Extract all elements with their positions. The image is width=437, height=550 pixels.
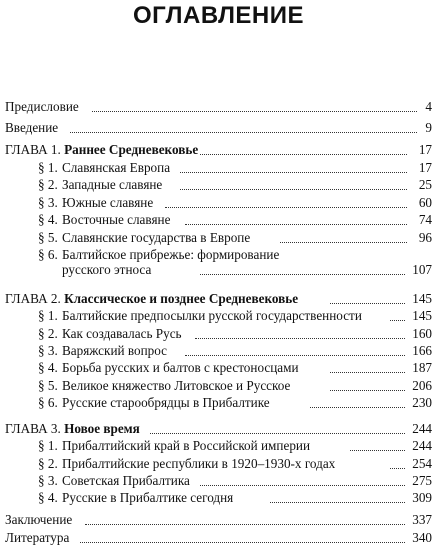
- page-number: 340: [412, 530, 432, 545]
- page-number: 17: [418, 142, 432, 157]
- chapter-title: Раннее Средневековье: [64, 142, 199, 157]
- section-number: § 4.: [38, 490, 58, 505]
- dot-leader: [185, 209, 407, 225]
- toc-section[interactable]: [0, 247, 437, 279]
- dot-leader: [165, 192, 407, 208]
- page-number: 230: [412, 395, 432, 410]
- chapter-label: ГЛАВА 1.: [5, 142, 61, 157]
- section-title: Западные славяне: [62, 177, 163, 192]
- chapter-title: Классическое и позднее Средневековье: [64, 291, 299, 306]
- section-number: § 2.: [38, 456, 58, 471]
- page-title: ОГЛАВЛЕНИЕ: [132, 2, 305, 29]
- dot-leader: [350, 435, 405, 451]
- page-number: 107: [412, 262, 432, 277]
- section-title: Как создавалась Русь: [62, 326, 182, 341]
- section-title: Великое княжество Литовское и Русское: [62, 378, 291, 393]
- section-number: § 1.: [38, 308, 58, 323]
- dot-leader: [330, 288, 405, 304]
- toc-section[interactable]: [0, 360, 437, 375]
- toc-chapter-2[interactable]: [0, 291, 437, 306]
- toc-section[interactable]: [0, 456, 437, 471]
- section-number: § 3.: [38, 195, 58, 210]
- section-title: Советская Прибалтика: [62, 473, 190, 488]
- page-number: 4: [425, 99, 432, 114]
- section-number: § 6.: [38, 247, 58, 262]
- dot-leader: [330, 357, 405, 373]
- page-number: 254: [412, 456, 432, 471]
- page-number: 244: [412, 421, 432, 436]
- page-number: 309: [412, 490, 432, 505]
- dot-leader: [270, 487, 405, 503]
- section-title: Прибалтийские республики в 1920–1930-х годах: [62, 456, 336, 471]
- dot-leader: [280, 227, 407, 243]
- page-number: 160: [412, 326, 432, 341]
- dot-leader: [200, 259, 405, 275]
- dot-leader: [200, 470, 405, 486]
- section-title: Южные славяне: [62, 195, 154, 210]
- page-number: 244: [412, 438, 432, 453]
- dot-leader: [185, 340, 405, 356]
- section-number: § 3.: [38, 473, 58, 488]
- toc-section[interactable]: [0, 343, 437, 358]
- dot-leader: [70, 117, 417, 133]
- dot-leader: [390, 305, 405, 321]
- section-title: Славянские государства в Европе: [62, 230, 251, 245]
- section-number: § 1.: [38, 438, 58, 453]
- toc-chapter-3[interactable]: [0, 421, 437, 436]
- toc-section[interactable]: [0, 326, 437, 341]
- toc-entry-conclusion[interactable]: [0, 512, 437, 527]
- entry-label: Заключение: [5, 512, 73, 527]
- dot-leader: [180, 174, 407, 190]
- toc-section[interactable]: [0, 473, 437, 488]
- toc-section[interactable]: [0, 490, 437, 505]
- dot-leader: [92, 96, 417, 112]
- section-number: § 2.: [38, 177, 58, 192]
- section-number: § 4.: [38, 212, 58, 227]
- page-number: 96: [418, 230, 432, 245]
- toc-section[interactable]: [0, 212, 437, 227]
- section-title: Восточные славяне: [62, 212, 171, 227]
- page-number: 74: [418, 212, 432, 227]
- page-number: 337: [412, 512, 432, 527]
- dot-leader: [85, 509, 405, 525]
- section-number: § 3.: [38, 343, 58, 358]
- section-title: Балтийское прибрежье: формирование: [62, 247, 280, 262]
- section-title: Славянская Европа: [62, 160, 171, 175]
- section-title: Прибалтийский край в Российской империи: [62, 438, 311, 453]
- toc-entry-preface[interactable]: [0, 99, 437, 114]
- section-number: § 6.: [38, 395, 58, 410]
- dot-leader: [195, 323, 405, 339]
- section-title: Русские старообрядцы в Прибалтике: [62, 395, 270, 410]
- toc-section[interactable]: [0, 230, 437, 245]
- page-number: 206: [412, 378, 432, 393]
- chapter-label: ГЛАВА 2.: [5, 291, 61, 306]
- dot-leader: [200, 139, 407, 155]
- toc-section[interactable]: [0, 160, 437, 175]
- page-number: 275: [412, 473, 432, 488]
- dot-leader: [150, 418, 405, 434]
- page-number: 17: [418, 160, 432, 175]
- toc-entry-bibliography[interactable]: [0, 530, 437, 545]
- section-title: Русские в Прибалтике сегодня: [62, 490, 234, 505]
- section-number: § 1.: [38, 160, 58, 175]
- chapter-title: Новое время: [64, 421, 140, 436]
- section-number: § 2.: [38, 326, 58, 341]
- toc-section[interactable]: [0, 195, 437, 210]
- entry-label: Предисловие: [5, 99, 79, 114]
- toc-section[interactable]: [0, 438, 437, 453]
- dot-leader: [390, 453, 405, 469]
- page-number: 145: [412, 291, 432, 306]
- dot-leader: [330, 375, 405, 391]
- section-title: Борьба русских и балтов с крестоносцами: [62, 360, 299, 375]
- section-title: Балтийские предпосылки русской государственности: [62, 308, 362, 323]
- toc-chapter-1[interactable]: [0, 142, 437, 157]
- toc-section[interactable]: [0, 308, 437, 323]
- toc-section[interactable]: [0, 378, 437, 393]
- section-number: § 5.: [38, 378, 58, 393]
- section-title-continued: русского этноса: [62, 262, 152, 277]
- chapter-label: ГЛАВА 3.: [5, 421, 61, 436]
- dot-leader: [310, 392, 405, 408]
- toc-section[interactable]: [0, 177, 437, 192]
- page-number: 9: [425, 120, 432, 135]
- page-number: 60: [418, 195, 432, 210]
- dot-leader: [80, 527, 405, 543]
- section-title: Варяжский вопрос: [62, 343, 168, 358]
- page-number: 145: [412, 308, 432, 323]
- toc-section[interactable]: [0, 395, 437, 410]
- section-number: § 5.: [38, 230, 58, 245]
- page-number: 166: [412, 343, 432, 358]
- entry-label: Введение: [5, 120, 59, 135]
- page-number: 25: [418, 177, 432, 192]
- toc-entry-introduction[interactable]: [0, 120, 437, 135]
- dot-leader: [180, 157, 407, 173]
- page-number: 187: [412, 360, 432, 375]
- section-number: § 4.: [38, 360, 58, 375]
- entry-label: Литература: [5, 530, 70, 545]
